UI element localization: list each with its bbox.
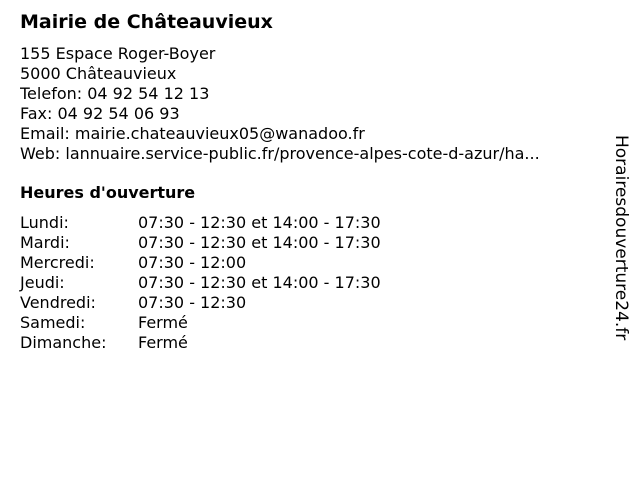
web-line — [20, 144, 610, 164]
hours-row-monday — [20, 213, 610, 233]
phone-number: Telefon: 04 92 54 12 13 — [20, 84, 210, 103]
hours-row-wednesday — [20, 253, 610, 273]
day-label: Mardi: — [20, 233, 70, 252]
street-address: 155 Espace Roger-Boyer — [20, 44, 216, 63]
hours-row-sunday — [20, 333, 610, 353]
time-value: 07:30 - 12:30 et 14:00 - 17:30 — [138, 233, 381, 252]
business-card — [20, 10, 610, 353]
fax-number: Fax: 04 92 54 06 93 — [20, 104, 180, 123]
hours-row-saturday — [20, 313, 610, 333]
hours-table — [20, 213, 610, 353]
web-link[interactable]: lannuaire.service-public.fr/provence-alpes-cote-d-azur/ha... — [65, 144, 540, 163]
hours-row-thursday — [20, 273, 610, 293]
email-link[interactable]: mairie.chateauvieux05@wanadoo.fr — [74, 124, 365, 143]
day-label: Mercredi: — [20, 253, 95, 272]
hours-row-tuesday — [20, 233, 610, 253]
site-brand-vertical[interactable]: Horairesdouverture24.fr — [611, 135, 631, 341]
contact-info — [20, 44, 610, 164]
time-value: Fermé — [138, 333, 188, 352]
day-label: Dimanche: — [20, 333, 107, 352]
day-label: Lundi: — [20, 213, 69, 232]
time-value: Fermé — [138, 313, 188, 332]
time-value: 07:30 - 12:30 — [138, 293, 247, 312]
email-label: Email: — [20, 124, 70, 143]
city-address: 5000 Châteauvieux — [20, 64, 177, 83]
time-value: 07:30 - 12:30 et 14:00 - 17:30 — [138, 273, 381, 292]
time-value: 07:30 - 12:00 — [138, 253, 247, 272]
time-value: 07:30 - 12:30 et 14:00 - 17:30 — [138, 213, 381, 232]
page-title: Mairie de Châteauvieux — [20, 11, 273, 33]
web-label: Web: — [20, 144, 61, 163]
hours-row-friday — [20, 293, 610, 313]
email-line — [20, 124, 610, 144]
day-label: Vendredi: — [20, 293, 96, 312]
day-label: Samedi: — [20, 313, 86, 332]
day-label: Jeudi: — [20, 273, 65, 292]
hours-heading: Heures d'ouverture — [20, 183, 196, 202]
